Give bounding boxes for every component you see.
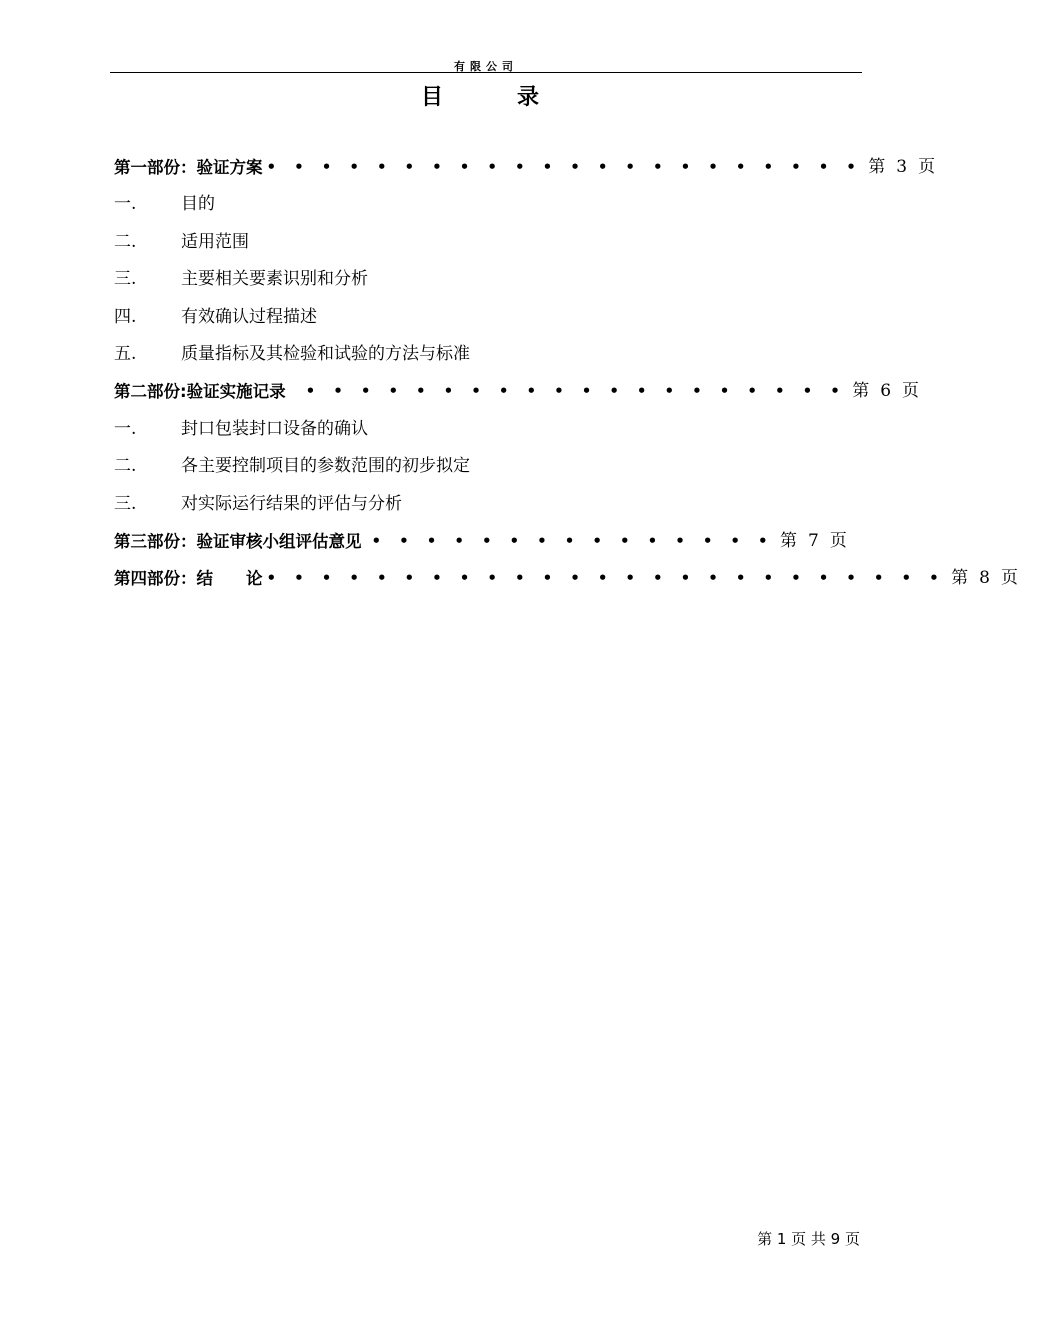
page-suffix: 页 bbox=[918, 157, 936, 177]
toc-item[interactable] bbox=[114, 224, 794, 261]
page-prefix: 第 bbox=[780, 530, 798, 551]
toc-part-2[interactable] bbox=[114, 373, 920, 410]
header-company-name: 有限公司 bbox=[454, 60, 518, 73]
toc-item-text: 对实际运行结果的评估与分析 bbox=[181, 493, 402, 514]
toc-item-text: 各主要控制项目的参数范围的初步拟定 bbox=[181, 456, 470, 477]
toc-page-ref bbox=[774, 523, 866, 560]
page-prefix: 第 bbox=[852, 381, 870, 402]
toc-page-ref bbox=[846, 373, 938, 410]
toc-part-label: 第二部份:验证实施记录 bbox=[114, 382, 286, 402]
toc-item[interactable] bbox=[114, 448, 794, 485]
toc-item-text: 目的 bbox=[181, 194, 215, 215]
toc-part-label: 第三部份：验证审核小组评估意见 bbox=[114, 531, 362, 551]
page-suffix: 页 bbox=[829, 530, 847, 551]
toc-item[interactable] bbox=[114, 261, 794, 298]
page-suffix: 页 bbox=[1000, 568, 1018, 589]
toc-item-number: 二. bbox=[114, 456, 137, 477]
toc-item[interactable] bbox=[114, 186, 794, 223]
toc-item-text: 质量指标及其检验和试验的方法与标准 bbox=[181, 343, 470, 364]
header-divider bbox=[110, 72, 862, 73]
toc-item-text: 有效确认过程描述 bbox=[181, 306, 317, 327]
toc-title-char-2: 录 bbox=[517, 84, 540, 110]
table-of-contents bbox=[114, 149, 1018, 598]
toc-item[interactable] bbox=[114, 299, 794, 336]
toc-item-number: 一. bbox=[114, 194, 137, 215]
toc-item[interactable] bbox=[114, 336, 794, 373]
toc-item-text: 适用范围 bbox=[181, 231, 249, 252]
toc-item[interactable] bbox=[114, 411, 794, 448]
toc-item-number: 二. bbox=[114, 231, 137, 252]
toc-leader-dots: • • • • • • • • • • • • • • • • • • • • bbox=[305, 382, 847, 401]
toc-item-number: 四. bbox=[114, 306, 137, 327]
footer-page-indicator: 第 1 页 共 9 页 bbox=[757, 1230, 860, 1248]
toc-part-label: 第四部份：结 论 bbox=[114, 569, 263, 589]
toc-title-char-1: 目 bbox=[420, 84, 443, 110]
toc-part-4[interactable] bbox=[114, 560, 1018, 597]
page-number: 6 bbox=[880, 381, 892, 402]
toc-item-text: 主要相关要素识别和分析 bbox=[181, 269, 368, 290]
toc-item-number: 一. bbox=[114, 418, 137, 439]
page-prefix: 第 bbox=[951, 568, 969, 589]
toc-item-text: 封口包装封口设备的确认 bbox=[181, 418, 368, 439]
toc-leader-dots: • • • • • • • • • • • • • • • • • • • • • • • • • bbox=[266, 569, 946, 588]
toc-page-ref bbox=[862, 149, 954, 186]
toc-page-ref bbox=[945, 560, 1037, 597]
toc-leader-dots: • • • • • • • • • • • • • • • bbox=[371, 531, 775, 550]
toc-item-number: 三. bbox=[114, 493, 137, 514]
toc-item-number: 三. bbox=[114, 269, 137, 290]
toc-part-label: 第一部份：验证方案 bbox=[114, 158, 263, 177]
toc-item-number: 五. bbox=[114, 343, 137, 364]
toc-title bbox=[0, 80, 960, 111]
page-prefix: 第 bbox=[868, 157, 886, 177]
page-suffix: 页 bbox=[902, 381, 920, 402]
page-number: 3 bbox=[896, 157, 908, 177]
toc-item[interactable] bbox=[114, 486, 794, 523]
toc-part-1[interactable] bbox=[114, 149, 936, 186]
toc-leader-dots: • • • • • • • • • • • • • • • • • • • • • • bbox=[266, 158, 863, 176]
toc-part-3[interactable] bbox=[114, 523, 847, 560]
page-number: 7 bbox=[808, 530, 819, 551]
page-number: 8 bbox=[979, 568, 990, 589]
